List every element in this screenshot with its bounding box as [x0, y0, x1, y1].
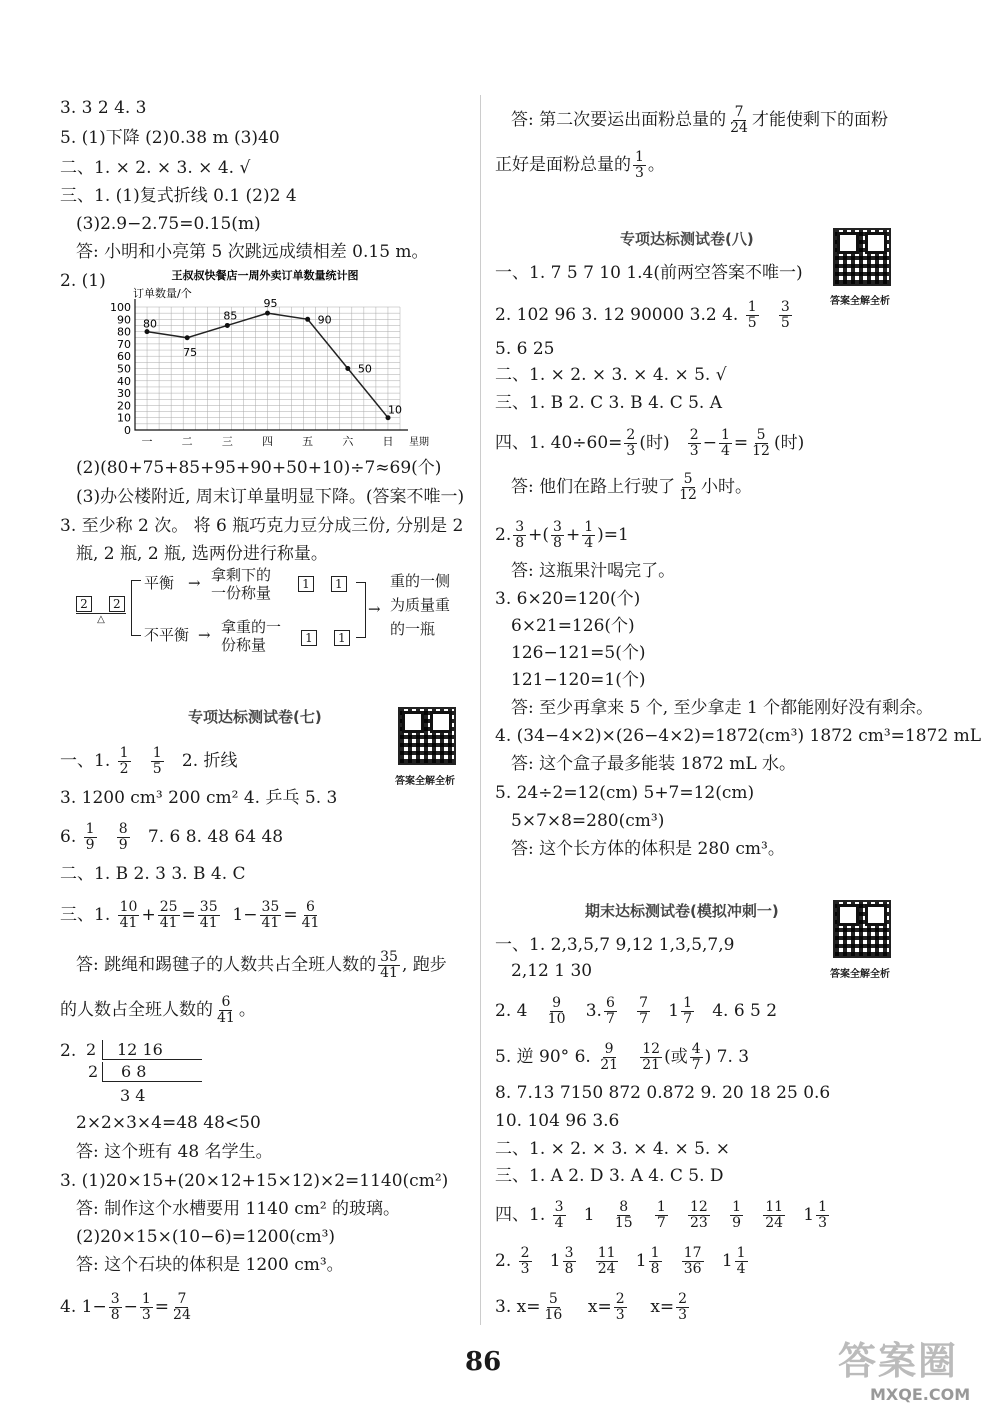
chart-data-label: 80	[143, 317, 157, 331]
chart-point	[225, 323, 230, 328]
answer-line: 二、1. × 2. × 3. × 4. × 5. ×	[495, 1139, 730, 1159]
chart-data-label: 75	[183, 345, 198, 359]
answer-line: 10. 104 96 3.6	[495, 1111, 620, 1131]
chart-ytick-label: 80	[117, 325, 131, 339]
chart-ytick-label: 0	[124, 424, 131, 437]
chart-data-label: 90	[317, 313, 332, 327]
answer-line: 6. $\frac{1}{9}$ $\frac{8}{9}$ 7. 6 8. 48 64 48	[60, 821, 284, 853]
qr-label: 答案全解全析	[830, 296, 890, 307]
answer-line: 答: 至少再拿来 5 个, 至少拿走 1 个都能刚好没有剩余。	[511, 698, 934, 718]
bottle-group: 2	[76, 596, 92, 612]
balance-label: 平衡	[144, 574, 175, 592]
answer-line: 答: 这个长方体的体积是 280 cm³。	[511, 839, 785, 859]
action-label: 一份称量	[211, 584, 272, 602]
answer-line: (3)2.9−2.75=0.15(m)	[76, 214, 261, 234]
action-label: 份称量	[221, 636, 267, 654]
answer-line: 5. 逆 90° 6. $\frac{9}{21}$ $\frac{12}{21}$ (或 $\frac{4}{7}$ ) 7. 3	[495, 1041, 750, 1073]
chart-ytick-label: 40	[117, 374, 131, 388]
answer-line: 一、1. 7 5 7 10 1.4(前两空答案不唯一)	[495, 263, 803, 283]
chart-ylabel: 订单数量/个	[133, 287, 192, 300]
chart-ytick-label: 30	[117, 387, 131, 401]
answer-line: 2.	[60, 1041, 77, 1061]
chart-xtick-label: 三	[221, 435, 233, 448]
answer-line: 答: 小明和小亮第 5 次跳远成绩相差 0.15 m。	[76, 242, 429, 262]
chart-data-label: 10	[388, 403, 402, 417]
page-number: 86	[465, 1347, 502, 1377]
answer-line: (2)(80+75+85+95+90+50+10)÷7≈69(个)	[76, 458, 442, 478]
answer-line: 4. (34−4×2)×(26−4×2)=1872(cm³) 1872 cm³=1872 mL	[495, 726, 981, 746]
answer-line: (3)办公楼附近, 周末订单量明显下降。(答案不唯一)	[76, 487, 465, 507]
chart-xtick-label: 二	[181, 435, 193, 448]
chart-ytick-label: 90	[117, 313, 131, 327]
chart-point	[305, 317, 310, 322]
outcome-label: 的一瓶	[390, 620, 436, 638]
answer-line: 三、1. A 2. D 3. A 4. C 5. D	[495, 1166, 724, 1186]
bottle-group: 2	[109, 596, 125, 612]
chart-xtick-label: 一	[141, 435, 153, 448]
answer-line: 5. 24÷2=12(cm) 5+7=12(cm)	[495, 783, 755, 803]
answer-line: 3. 1200 cm³ 200 cm² 4. 乒乓 5. 3	[60, 788, 338, 808]
column-divider	[480, 95, 481, 1325]
chart-data-label: 50	[357, 362, 372, 376]
answer-line: 答: 这个石块的体积是 1200 cm³。	[76, 1255, 344, 1275]
chart-xtick-label: 四	[262, 435, 273, 448]
answer-line: 三、1. B 2. C 3. B 4. C 5. A	[495, 393, 723, 413]
answer-line: 2,12 1 30	[511, 961, 593, 981]
answer-line: 5. 6 25	[495, 339, 555, 359]
answer-line: 2. 4 $\frac{9}{10}$ 3. $\frac{6}{7}$ $\frac{7}{7}$ 1 $\frac{1}{7}$ 4. 6 5 2	[495, 995, 778, 1027]
answer-line: 121−120=1(个)	[511, 670, 646, 690]
outcome-label: 为质量重	[390, 596, 451, 614]
answer-line: 答: 他们在路上行驶了 $\frac{5}{12}$ 小时。	[511, 471, 752, 503]
watermark-logo: 答案圈	[838, 1339, 959, 1383]
answer-line: 正好是面粉总量的 $\frac{1}{3}$ 。	[495, 149, 665, 181]
chart-title: 王叔叔快餐店一周外卖订单数量统计图	[171, 269, 359, 282]
chart-ytick-label: 100	[110, 301, 131, 314]
chart-ytick-label: 50	[117, 362, 131, 376]
chart-xtick-label: 六	[342, 435, 354, 448]
answer-line: 答: 这个盒子最多能装 1872 mL 水。	[511, 754, 797, 774]
answer-line: 答: 这瓶果汁喝完了。	[511, 561, 676, 581]
balance-start: 2 2 △	[76, 594, 126, 625]
answer-line: 2. $\frac{2}{3}$ 1 $\frac{3}{8}$ $\frac{11}{24}$ 1 $\frac{1}{8}$ $\frac{17}{36}$ 1 $\frac{1}{4}$	[495, 1245, 746, 1277]
answer-line: 3. 至少称 2 次。 将 6 瓶巧克力豆分成三份, 分别是 2	[60, 516, 464, 536]
answer-line: 答: 第二次要运出面粉总量的 $\frac{7}{24}$ 才能使剩下的面粉	[511, 104, 888, 136]
answer-line: 的人数占全班人数的 $\frac{6}{41}$ 。	[60, 994, 256, 1026]
chart-xtick-label: 五	[302, 435, 314, 448]
watermark-url: MXQE.COM	[870, 1385, 971, 1404]
answer-line: 一、1. 2,3,5,7 9,12 1,3,5,7,9	[495, 935, 735, 955]
chart-data-label: 85	[223, 309, 238, 323]
answer-line: 2×2×3×4=48 48<50	[76, 1113, 261, 1133]
answer-line: 3. (1)20×15+(20×12+15×12)×2=1140(cm²)	[60, 1171, 449, 1191]
chart-point	[345, 366, 350, 371]
short-division: 2 12 16 2 6 8 3 4	[86, 1040, 236, 1110]
answer-line: 瓶, 2 瓶, 2 瓶, 选两份进行称量。	[76, 544, 328, 564]
chart-point	[265, 311, 270, 316]
line-chart	[95, 265, 435, 455]
chart-point	[185, 335, 190, 340]
answer-line: (2)20×15×(10−6)=1200(cm³)	[76, 1227, 336, 1247]
answer-line: 三、1. $\frac{10}{41}$ + $\frac{25}{41}$ = $\frac{35}{41}$ 1− $\frac{35}{41}$ = $\frac{6}{41}$	[60, 899, 320, 931]
qr-label: 答案全解全析	[830, 969, 890, 980]
answer-line: 二、1. × 2. × 3. × 4. √	[60, 158, 251, 178]
answer-line: 四、1. $\frac{3}{4}$ 1 $\frac{8}{15}$ $\frac{1}{7}$ $\frac{12}{23}$ $\frac{1}{9}$ $\frac{11}{24}$ 1 $\frac{1}{3}$	[495, 1199, 827, 1231]
section-title: 期末达标测试卷(模拟冲刺一)	[585, 902, 779, 920]
answer-line: 3. 3 2 4. 3	[60, 98, 147, 118]
section-title: 专项达标测试卷(七)	[188, 708, 322, 726]
action-label: 拿重的一	[221, 618, 282, 636]
answer-line: 答: 这个班有 48 名学生。	[76, 1142, 273, 1162]
section-title: 专项达标测试卷(八)	[620, 230, 754, 248]
chart-ytick-label: 20	[117, 399, 131, 413]
outcome-label: 重的一侧	[390, 572, 451, 590]
answer-line: 2. $\frac{3}{8}$ +( $\frac{3}{8}$ + $\frac{1}{4}$ )=1	[495, 519, 629, 551]
qr-label: 答案全解全析	[395, 776, 455, 787]
chart-ytick-label: 10	[117, 411, 131, 425]
chart-ytick-label: 60	[117, 350, 131, 364]
chart-ytick-label: 70	[117, 337, 131, 351]
answer-line: 二、1. × 2. × 3. × 4. × 5. √	[495, 365, 727, 385]
chart-data-label: 95	[263, 297, 278, 311]
qr-code[interactable]	[833, 900, 891, 958]
qr-code[interactable]	[833, 228, 891, 286]
answer-line: 4. 1− $\frac{3}{8}$ − $\frac{1}{3}$ = $\frac{7}{24}$	[60, 1291, 191, 1323]
answer-line: 5. (1)下降 (2)0.38 m (3)40	[60, 128, 280, 148]
answer-line: 5×7×8=280(cm³)	[511, 811, 665, 831]
balance-diagram: 2 2 △ 平衡 → 拿剩下的 一份称量 不平衡 → 拿重的一 份称量 1 1 1 1 → 重的一侧 为质量重 的一瓶	[76, 572, 476, 662]
action-label: 拿剩下的	[211, 566, 272, 584]
answer-line: 一、1. $\frac{1}{2}$ $\frac{1}{5}$ 2. 折线	[60, 745, 238, 777]
balance-label: 不平衡	[144, 626, 190, 644]
answer-line: 6×21=126(个)	[511, 616, 635, 636]
answer-line: 3. x= $\frac{5}{16}$ x= $\frac{2}{3}$ x= $\frac{2}{3}$	[495, 1291, 688, 1323]
chart-xtick-label: 日	[382, 435, 394, 448]
answer-line: 2. (1)	[60, 271, 106, 291]
qr-code[interactable]	[398, 707, 456, 765]
answer-line: 四、1. 40÷60= $\frac{2}{3}$ (时) $\frac{2}{3}$ − $\frac{1}{4}$ = $\frac{5}{12}$ (时)	[495, 427, 805, 459]
answer-line: 2. 102 96 3. 12 90000 3.2 4. $\frac{1}{5}$ $\frac{3}{5}$	[495, 299, 790, 331]
answer-line: 三、1. (1)复式折线 0.1 (2)2 4	[60, 186, 297, 206]
answer-line: 126−121=5(个)	[511, 643, 646, 663]
answer-line: 8. 7.13 7150 872 0.872 9. 20 18 25 0.6	[495, 1083, 831, 1103]
answer-line: 二、1. B 2. 3 3. B 4. C	[60, 864, 246, 884]
answer-line: 答: 跳绳和踢毽子的人数共占全班人数的 $\frac{35}{41}$ , 跑步	[76, 949, 447, 981]
answer-line: 答: 制作这个水槽要用 1140 cm² 的玻璃。	[76, 1199, 401, 1219]
answer-line: 3. 6×20=120(个)	[495, 589, 641, 609]
chart-xlabel: 星期	[409, 437, 429, 448]
